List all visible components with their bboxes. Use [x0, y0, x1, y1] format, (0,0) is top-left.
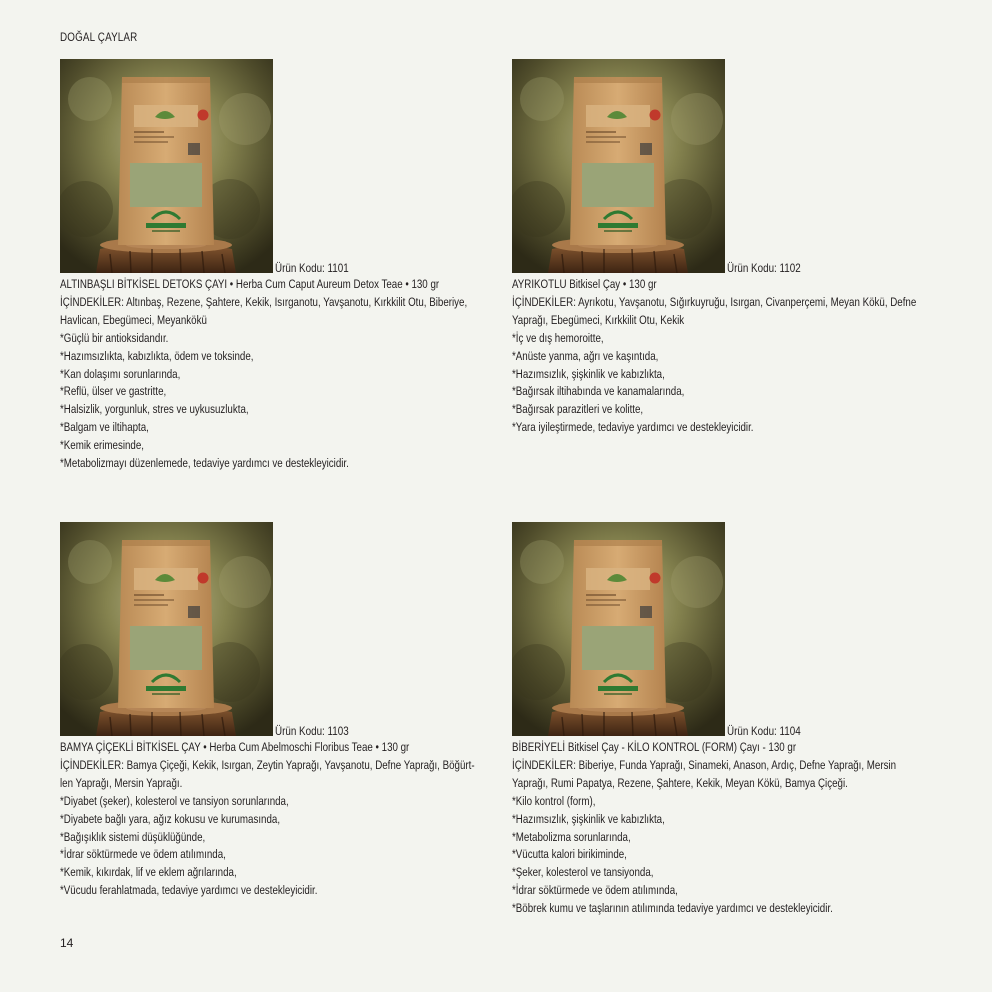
benefit-item: *Yara iyileştirmede, tedaviye yardımcı ve destekleyicidir. — [512, 420, 754, 435]
benefit-item: *Bağışıklık sistemi düşüklüğünde, — [60, 829, 206, 844]
product-code: Ürün Kodu: 1101 — [275, 261, 349, 275]
benefit-item: *Hazımsızlık, şişkinlik ve kabızlıkta, — [512, 811, 665, 826]
benefit-item: *Balgam ve iltihapta, — [60, 420, 149, 435]
benefit-item: *Şeker, kolesterol ve tansiyonda, — [512, 865, 654, 880]
benefit-item: *Güçlü bir antioksidandır. — [60, 330, 169, 345]
benefit-item: *Kilo kontrol (form), — [512, 793, 596, 808]
ingredients-line: len Yaprağı, Mersin Yaprağı. — [60, 775, 183, 790]
benefit-item: *Hazımsızlıkta, kabızlıkta, ödem ve toksinde, — [60, 348, 254, 363]
product-photo — [512, 522, 725, 736]
product-code: Ürün Kodu: 1102 — [727, 261, 801, 275]
benefit-item: *Bağırsak iltihabında ve kanamalarında, — [512, 384, 685, 399]
benefit-item: *İdrar söktürmede ve ödem atılımında, — [60, 847, 226, 862]
ingredients-line: İÇİNDEKİLER: Biberiye, Funda Yaprağı, Sinameki, Anason, Ardıç, Defne Yaprağı, Mersin — [512, 757, 897, 772]
product-description — [512, 276, 936, 437]
ingredients-line: Yaprağı, Ebegümeci, Kırkkilit Otu, Kekik — [512, 312, 685, 327]
product-card-1103 — [60, 522, 500, 900]
benefit-item: *Böbrek kumu ve taşlarının atılımında tedaviye yardımcı ve destekleyicidir. — [512, 901, 833, 916]
product-description — [512, 739, 936, 918]
product-name: ALTINBAŞLI BİTKİSEL DETOKS ÇAYI • Herba Cum Caput Aureum Detox Teae • 130 gr — [60, 277, 440, 291]
ingredients-line: İÇİNDEKİLER: Ayrıkotu, Yavşanotu, Sığırkuyruğu, Isırgan, Civanperçemi, Meyan Kökü, Defne — [512, 294, 917, 309]
ingredients-line: Havlican, Ebegümeci, Meyankökü — [60, 312, 207, 327]
benefit-item: *Kan dolaşımı sorunlarında, — [60, 366, 181, 381]
page-number: 14 — [60, 936, 74, 950]
benefit-item: *Hazımsızlık, şişkinlik ve kabızlıkta, — [512, 366, 665, 381]
benefit-item: *Kemik erimesinde, — [60, 438, 144, 453]
benefit-item: *Diyabete bağlı yara, ağız kokusu ve kurumasında, — [60, 811, 281, 826]
product-photo — [60, 59, 273, 273]
benefit-item: *Metabolizma sorunlarında, — [512, 829, 631, 844]
benefit-item: *Anüste yanma, ağrı ve kaşıntıda, — [512, 348, 659, 363]
product-name: BİBERİYELİ Bitkisel Çay - KİLO KONTROL (FORM) Çayı - 130 gr — [512, 740, 797, 754]
product-code: Ürün Kodu: 1104 — [727, 724, 801, 738]
product-card-1102 — [512, 59, 952, 437]
product-description — [60, 276, 484, 473]
product-name: BAMYA ÇİÇEKLİ BİTKİSEL ÇAY • Herba Cum Abelmoschi Floribus Teae • 130 gr — [60, 740, 410, 754]
benefit-item: *Vücudu ferahlatmada, tedaviye yardımcı ve destekleyicidir. — [60, 883, 318, 898]
benefit-item: *İç ve dış hemoroitte, — [512, 330, 604, 345]
product-code: Ürün Kodu: 1103 — [275, 724, 349, 738]
benefit-item: *Metabolizmayı düzenlemede, tedaviye yardımcı ve destekleyicidir. — [60, 456, 349, 471]
product-photo — [512, 59, 725, 273]
product-photo — [60, 522, 273, 736]
benefit-item: *Halsizlik, yorgunluk, stres ve uykusuzlukta, — [60, 402, 249, 417]
product-card-1104 — [512, 522, 952, 918]
benefit-item: *İdrar söktürmede ve ödem atılımında, — [512, 883, 678, 898]
benefit-item: *Bağırsak parazitleri ve kolitte, — [512, 402, 644, 417]
product-name: AYRIKOTLU Bitkisel Çay • 130 gr — [512, 277, 657, 291]
benefit-item: *Reflü, ülser ve gastritte, — [60, 384, 167, 399]
ingredients-line: Yaprağı, Rumi Papatya, Rezene, Şahtere, Kekik, Meyan Kökü, Bamya Çiçeği. — [512, 775, 848, 790]
product-card-1101 — [60, 59, 500, 473]
ingredients-line: İÇİNDEKİLER: Altınbaş, Rezene, Şahtere, Kekik, Isırganotu, Yavşanotu, Kırkkilit Otu, Biberiye, — [60, 294, 468, 309]
section-title: DOĞAL ÇAYLAR — [60, 30, 138, 44]
ingredients-line: İÇİNDEKİLER: Bamya Çiçeği, Kekik, Isırgan, Zeytin Yaprağı, Yavşanotu, Defne Yaprağı, Böğürt- — [60, 757, 475, 772]
benefit-item: *Diyabet (şeker), kolesterol ve tansiyon sorunlarında, — [60, 793, 289, 808]
benefit-item: *Vücutta kalori birikiminde, — [512, 847, 627, 862]
product-description — [60, 739, 484, 900]
benefit-item: *Kemik, kıkırdak, lif ve eklem ağrılarında, — [60, 865, 237, 880]
